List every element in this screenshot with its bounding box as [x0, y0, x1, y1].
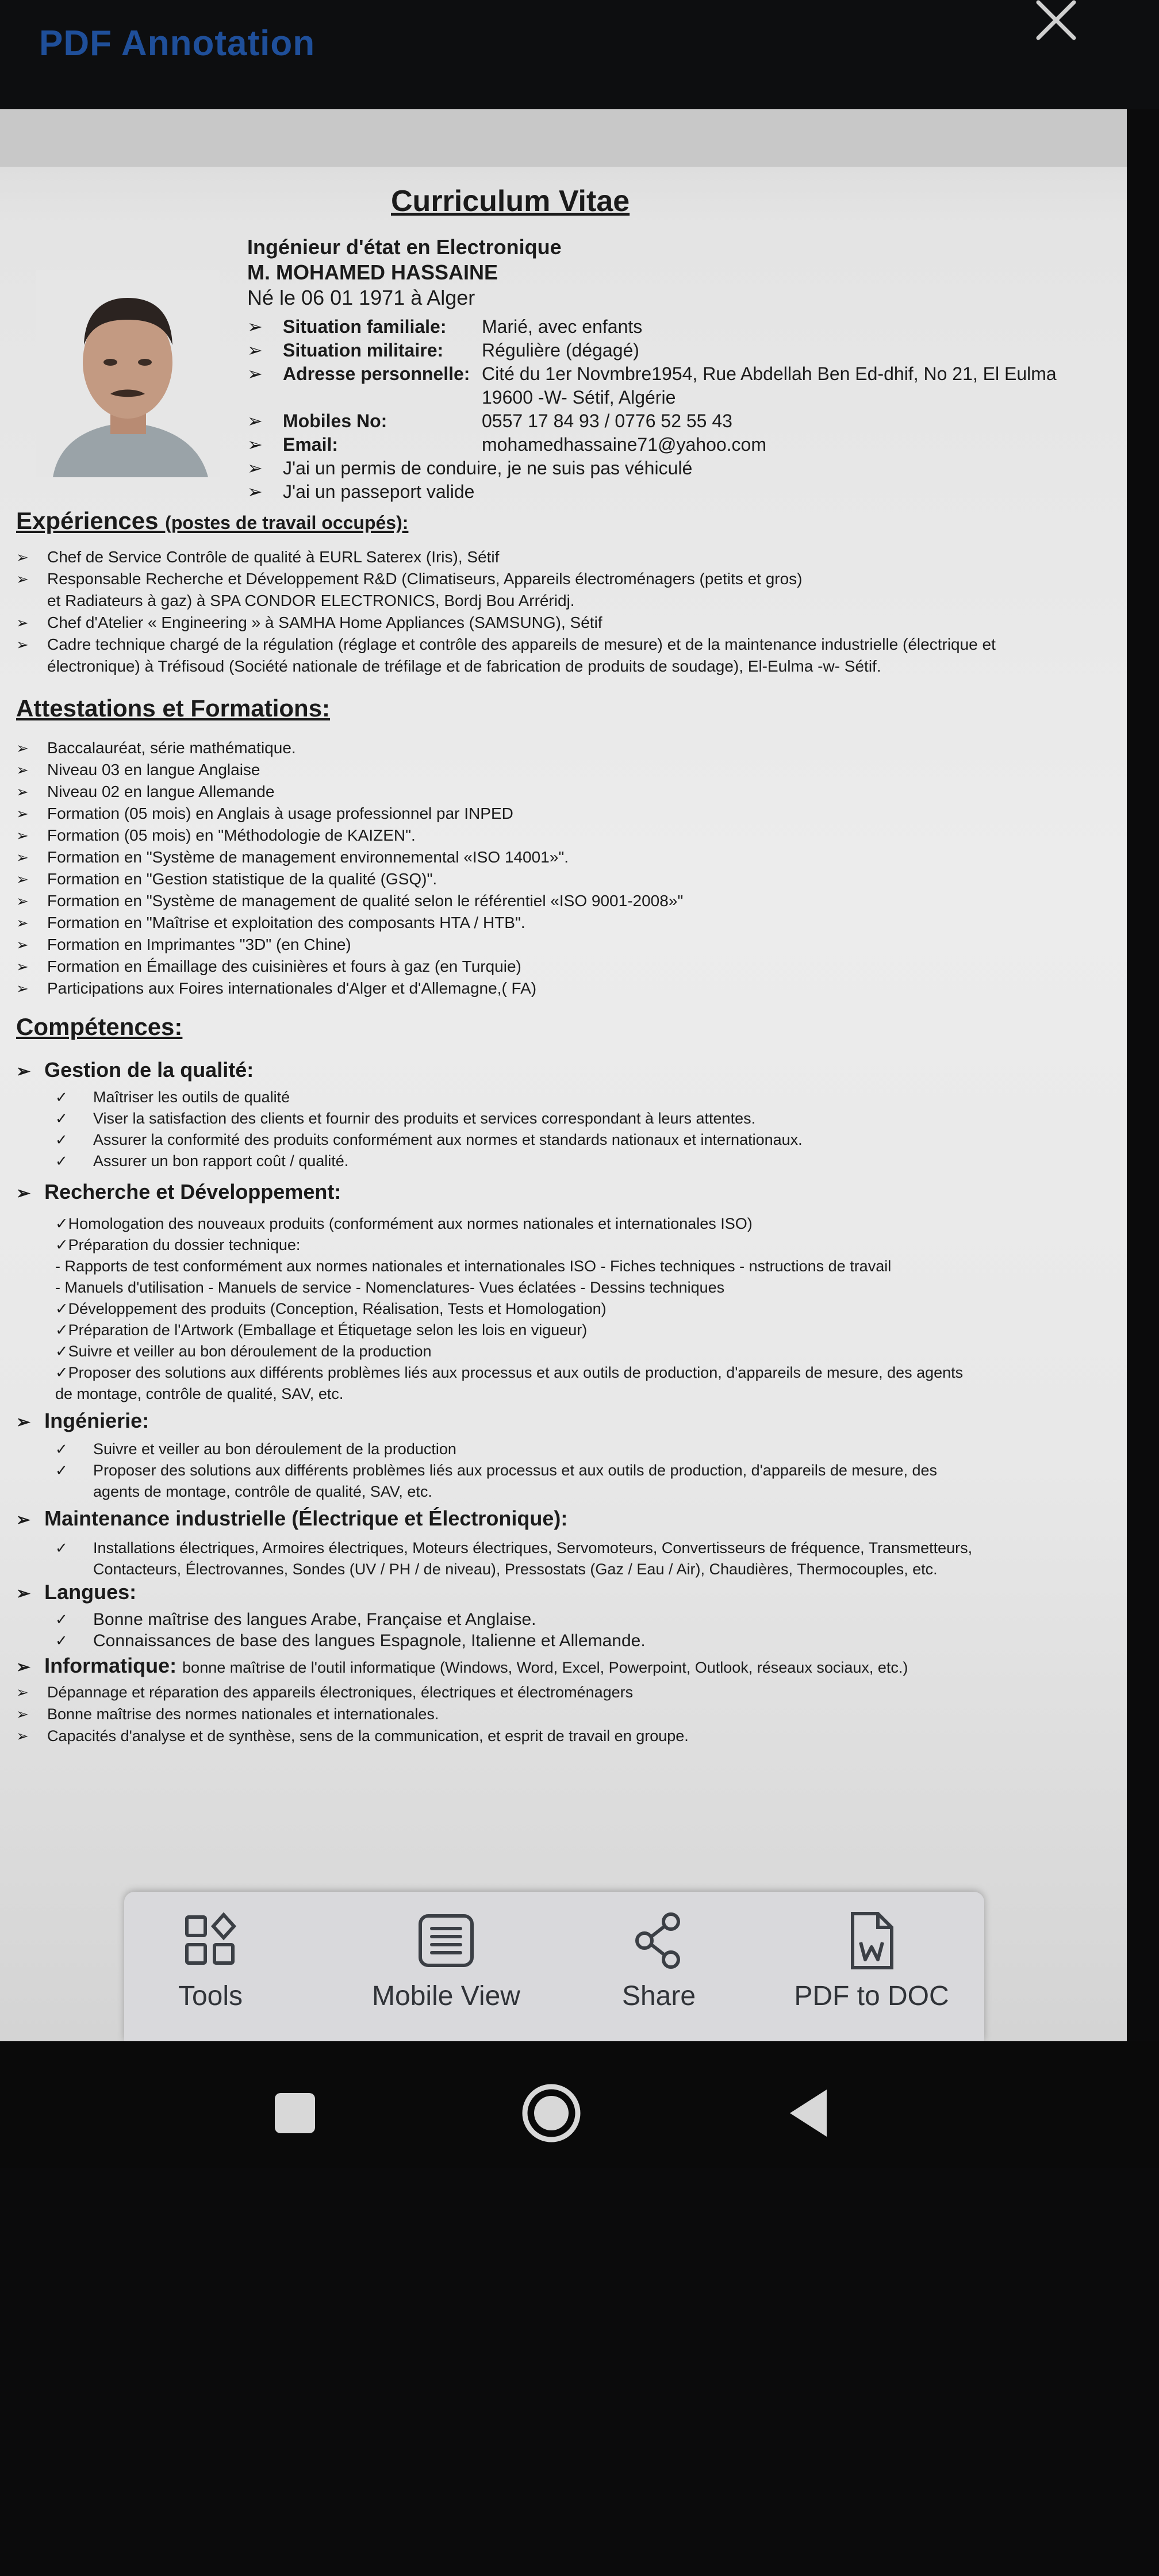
bullet-icon: ➢ [16, 1727, 29, 1745]
bullet-icon: ➢ [16, 549, 29, 566]
cv-title: Curriculum Vitae [391, 185, 630, 218]
bullet-icon: ➢ [247, 363, 263, 384]
bullet-icon: ➢ [16, 1413, 31, 1432]
info-value: Marié, avec enfants [482, 316, 643, 337]
share-icon [627, 1909, 690, 1972]
bullet-icon: ➢ [247, 458, 263, 478]
bullet-icon: ➢ [16, 1684, 29, 1701]
bullet-icon: ➢ [16, 783, 29, 800]
info-value: 0557 17 84 93 / 0776 52 55 43 [482, 411, 732, 431]
bullet-icon: ➢ [16, 570, 29, 588]
list-item: de montage, contrôle de qualité, SAV, etc. [55, 1385, 344, 1402]
check-icon: ✓ [55, 1131, 68, 1148]
list-item: ✓Suivre et veiller au bon déroulement de la production [55, 1343, 432, 1360]
info-value: J'ai un passeport valide [283, 481, 475, 502]
list-item: ➢ Baccalauréat, série mathématique. [16, 737, 683, 759]
cv-header [247, 235, 562, 310]
list-item: ➢ Niveau 02 en langue Allemande [16, 781, 683, 803]
share-label: Share [621, 1981, 696, 2011]
bullet-icon: ➢ [16, 1062, 31, 1081]
bullet-icon: ➢ [16, 805, 29, 822]
section-title: Expériences [16, 507, 159, 534]
list-item: ➢ Formation (05 mois) en "Méthodologie de KAIZEN". [16, 825, 683, 846]
list-item: ➢ Participations aux Foires internationales d'Alger et d'Allemagne,( FA) [16, 977, 683, 999]
subsection-quality: ➢ Gestion de la qualité: [16, 1058, 254, 1082]
bullet-icon: ➢ [247, 411, 263, 431]
bullet-icon: ➢ [247, 481, 263, 502]
app-bar [0, 0, 1159, 109]
list-item: ➢ Chef d'Atelier « Engineering » à SAMHA Home Appliances (SAMSUNG), Sétif [16, 612, 996, 634]
cv-name: M. MOHAMED HASSAINE [247, 260, 498, 284]
list-item: ➢ Dépannage et réparation des appareils électroniques, électriques et électroménagers [16, 1681, 689, 1703]
info-label: Email: [283, 434, 339, 455]
list-item: ✓ Installations électriques, Armoires électriques, Moteurs électriques, Servomoteurs, Convertisseurs de fréquence, Transmetteurs, [55, 1538, 972, 1559]
bullet-icon: ➢ [16, 614, 29, 631]
languages-list [55, 1609, 646, 1651]
list-item: ➢ Formation en "Système de management de qualité selon le référentiel «ISO 9001-2008»" [16, 890, 683, 912]
list-item: ➢ Capacités d'analyse et de synthèse, sens de la communication, et esprit de travail en groupe. [16, 1725, 689, 1747]
list-item: - Manuels d'utilisation - Manuels de service - Nomenclatures- Vues éclatées - Dessins techniques [55, 1279, 725, 1296]
list-item: ✓ Assurer la conformité des produits conformément aux normes et standards nationaux et internationaux. [55, 1129, 803, 1151]
experience-list [16, 546, 996, 677]
tools-button[interactable] [124, 1909, 297, 2024]
check-icon: ✓ [55, 1440, 68, 1458]
list-item: ✓ Bonne maîtrise des langues Arabe, Française et Anglaise. [55, 1610, 536, 1629]
bullet-icon: ➢ [16, 1705, 29, 1723]
bullet-icon: ➢ [16, 761, 29, 779]
check-icon: ✓ [55, 1539, 68, 1557]
bullet-icon: ➢ [16, 980, 29, 997]
cv-subtitle: Ingénieur d'état en Electronique [247, 235, 562, 259]
bullet-icon: ➢ [247, 316, 263, 337]
check-icon: ✓ [55, 1611, 68, 1628]
back-icon[interactable] [780, 2082, 843, 2145]
check-icon: ✓ [55, 1152, 68, 1170]
share-button[interactable] [573, 1909, 745, 2024]
list-item: ✓ Viser la satisfaction des clients et fournir des produits et services correspondant à leurs attentes. [55, 1108, 803, 1129]
subsection-computing: ➢ Informatique: bonne maîtrise de l'outil informatique (Windows, Word, Excel, Powerpoint, Outlook, réseaux sociaux, etc.) [16, 1654, 908, 1677]
section-experiences [16, 507, 408, 535]
bullet-icon: ➢ [247, 340, 263, 361]
rd-list [55, 1213, 963, 1405]
info-value: Régulière (dégagé) [482, 340, 639, 361]
engineering-list [55, 1439, 937, 1502]
profile-photo [36, 270, 220, 477]
bullet-icon: ➢ [247, 434, 263, 455]
bullet-icon: ➢ [16, 914, 29, 931]
subsection-languages: ➢ Langues: [16, 1580, 137, 1604]
info-value: mohamedhassaine71@yahoo.com [482, 434, 766, 455]
list-item: Contacteurs, Électrovannes, Sondes (UV / PH / de niveau), Pressostats (Gaz / Eau / Air), Chaudières, Thermocouples, etc. [93, 1561, 938, 1578]
list-item: ✓ Suivre et veiller au bon déroulement de la production [55, 1439, 937, 1460]
page-top-band [0, 109, 1127, 167]
list-item: ✓Préparation de l'Artwork (Emballage et Étiquetage selon les lois en vigueur) [55, 1321, 588, 1339]
list-item: ➢ Formation en "Gestion statistique de la qualité (GSQ)". [16, 868, 683, 890]
check-icon: ✓ [55, 1632, 68, 1649]
subsection-rd: ➢ Recherche et Développement: [16, 1180, 341, 1203]
section-competences: Compétences: [16, 1013, 183, 1040]
cv-birth: Né le 06 01 1971 à Alger [247, 286, 475, 309]
subsection-maintenance: ➢ Maintenance industrielle (Électrique et Électronique): [16, 1506, 568, 1530]
app-title: PDF Annotation [39, 24, 316, 63]
mobile-view-icon [415, 1909, 478, 1972]
bullet-icon: ➢ [16, 1511, 31, 1529]
list-item: électronique) à Tréfisoud (Société nationale de tréfilage et de fabrication de produits de soudage), El-Eulma -w- Sétif. [47, 657, 881, 675]
info-label: Situation familiale: [283, 316, 447, 337]
system-nav-bar [0, 2041, 1159, 2168]
list-item: agents de montage, contrôle de qualité, SAV, etc. [93, 1483, 432, 1500]
list-item: ➢ Responsable Recherche et Développement R&D (Climatiseurs, Appareils électroménagers (petits et gros) [16, 568, 996, 590]
check-icon: ✓ [55, 1462, 68, 1479]
bullet-icon: ➢ [16, 636, 29, 653]
list-item: ➢ Formation en Imprimantes "3D" (en Chine) [16, 934, 683, 956]
bottom-toolbar [124, 1892, 984, 2041]
list-item: et Radiateurs à gaz) à SPA CONDOR ELECTRONICS, Bordj Bou Arréridj. [47, 592, 575, 610]
mobile-view-button[interactable] [360, 1909, 532, 2024]
list-item: ✓ Assurer un bon rapport coût / qualité. [55, 1151, 803, 1172]
check-icon: ✓ [55, 1088, 68, 1106]
pdf-to-doc-icon [840, 1909, 903, 1972]
bullet-icon: ➢ [16, 1184, 31, 1203]
section-subtitle: (postes de travail occupés): [165, 512, 409, 533]
bullet-icon: ➢ [16, 739, 29, 757]
info-label: Adresse personnelle: [283, 363, 470, 384]
close-icon[interactable] [1024, 0, 1088, 46]
bullet-icon: ➢ [16, 871, 29, 888]
list-item: ➢ Bonne maîtrise des normes nationales et internationales. [16, 1703, 689, 1725]
info-label: Situation militaire: [283, 340, 444, 361]
list-item: - Rapports de test conformément aux normes nationales et internationales ISO - Fiches techniques - nstructions de travail [55, 1258, 892, 1275]
quality-list [55, 1087, 803, 1172]
pdf-page[interactable] [0, 109, 1127, 2041]
list-item: ➢ Formation (05 mois) en Anglais à usage professionnel par INPED [16, 803, 683, 825]
list-item: ✓Préparation du dossier technique: [55, 1236, 301, 1254]
list-item: ✓ Maîtriser les outils de qualité [55, 1087, 803, 1108]
section-attestations: Attestations et Formations: [16, 695, 331, 722]
bullet-icon: ➢ [16, 936, 29, 953]
list-item: ➢ Formation en "Maîtrise et exploitation des composants HTA / HTB". [16, 912, 683, 934]
list-item: ✓ Connaissances de base des langues Espagnole, Italienne et Allemande. [55, 1631, 646, 1650]
info-value: J'ai un permis de conduire, je ne suis pas véhiculé [283, 458, 693, 478]
list-item: ✓Développement des produits (Conception, Réalisation, Tests et Homologation) [55, 1300, 607, 1317]
bullet-icon: ➢ [16, 958, 29, 975]
info-label: Mobiles No: [283, 411, 387, 431]
mobile-view-label: Mobile View [372, 1981, 520, 2011]
list-item: ➢ Cadre technique chargé de la régulation (réglage et contrôle des appareils de mesure) et de la maintenance industrielle (électrique et [16, 634, 996, 656]
bullet-icon: ➢ [16, 827, 29, 844]
bullet-icon: ➢ [16, 892, 29, 910]
maintenance-list [55, 1538, 972, 1580]
bullet-icon: ➢ [16, 849, 29, 866]
pdf-to-doc-button[interactable] [785, 1909, 958, 2024]
bullet-icon: ➢ [16, 1658, 31, 1677]
computing-text: bonne maîtrise de l'outil informatique (Windows, Word, Excel, Powerpoint, Outlook, réseaux sociaux, etc.) [182, 1659, 908, 1676]
list-item: ✓Proposer des solutions aux différents problèmes liés aux processus et aux outils de production, d'appareils de mesure, des agents [55, 1364, 964, 1381]
list-item: ✓ Proposer des solutions aux différents problèmes liés aux processus et aux outils de production, d'appareils de mesure, des [55, 1460, 937, 1481]
list-item: ➢ Chef de Service Contrôle de qualité à EURL Saterex (Iris), Sétif [16, 546, 996, 568]
list-item: ✓Homologation des nouveaux produits (conformément aux normes nationales et internationales ISO) [55, 1215, 753, 1232]
cv-page [0, 167, 1127, 2035]
list-item: ➢ Formation en Émaillage des cuisinières et fours à gaz (en Turquie) [16, 956, 683, 977]
extra-list [16, 1681, 689, 1747]
attestation-list [16, 737, 683, 999]
list-item: ➢ Niveau 03 en langue Anglaise [16, 759, 683, 781]
tools-icon [179, 1909, 242, 1972]
home-icon[interactable] [520, 2082, 583, 2145]
subsection-engineering: ➢ Ingénierie: [16, 1409, 149, 1432]
info-value: Cité du 1er Novmbre1954, Rue Abdellah Ben Ed-dhif, No 21, El Eulma [482, 363, 1057, 384]
bullet-icon: ➢ [16, 1584, 31, 1603]
list-item: ➢ Formation en "Système de management environnemental «ISO 14001»". [16, 846, 683, 868]
info-value: 19600 -W- Sétif, Algérie [482, 387, 676, 408]
pdf-to-doc-label: PDF to DOC [794, 1981, 949, 2011]
recent-apps-icon[interactable] [263, 2082, 327, 2145]
check-icon: ✓ [55, 1110, 68, 1127]
tools-label: Tools [178, 1981, 243, 2011]
